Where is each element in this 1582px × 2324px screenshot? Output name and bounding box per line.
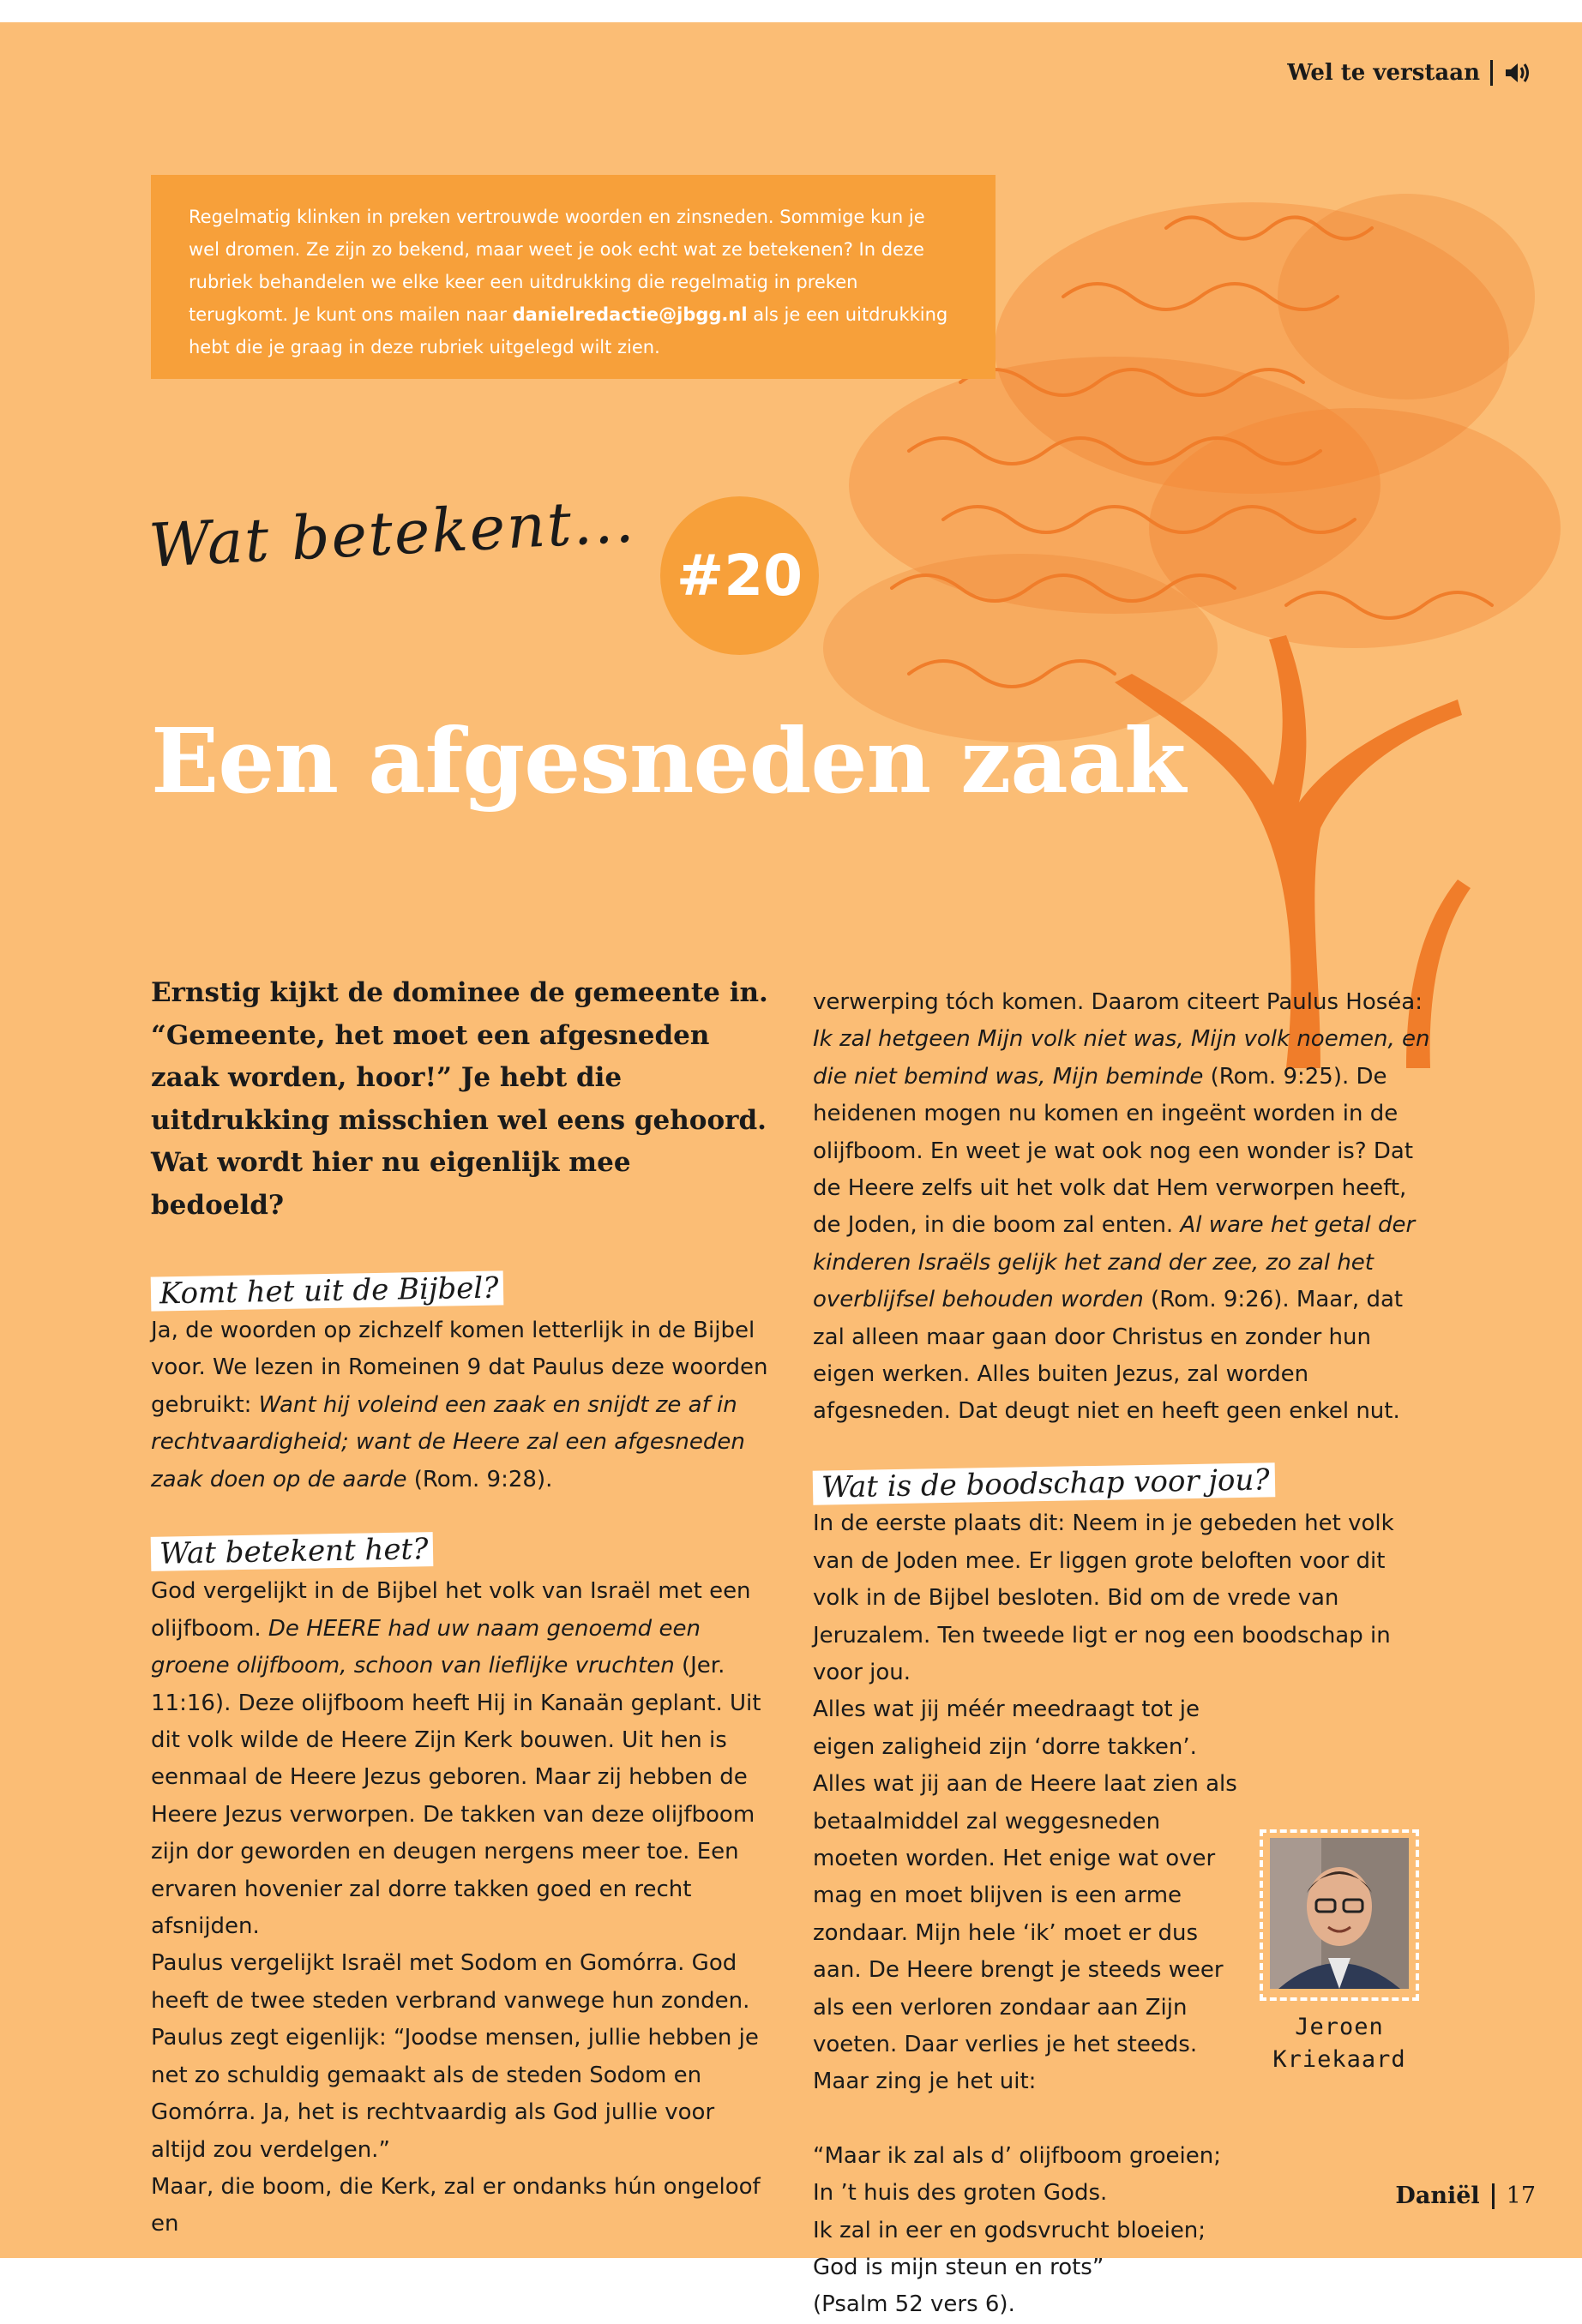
article-title: Een afgesneden zaak	[151, 708, 1186, 814]
right-column	[813, 984, 1430, 2324]
text: Ja, de woorden op zichzelf komen letterlijk in de Bijbel voor. We lezen in Romeinen 9 dat Paulus deze woorden gebruikt:	[151, 1317, 768, 1418]
text: (Rom. 9:25). De heidenen mogen nu komen en ingeënt worden in de olijfboom. En weet je wat ook nog een wonder is? Dat de Heere zelfs uit het volk dat Hem verworpen heeft, de Joden, in die boom zal enten.	[813, 1063, 1414, 1239]
poem-line: In ’t huis des groten Gods.	[813, 2180, 1108, 2207]
paragraph-verwerping	[813, 984, 1430, 1431]
author-block	[1258, 1829, 1421, 2073]
author-portrait	[1270, 1838, 1409, 1989]
subheading-boodschap: Wat is de boodschap voor jou?	[813, 1462, 1275, 1504]
paragraph-boodschap-1: In de eerste plaats dit: Neem in je gebeden het volk van de Joden mee. Er liggen grote beloften voor dit volk in de Bijbel besloten. Bid om de vrede van Jeruzalem. Ten tweede ligt er nog een boodschap in voor jou.	[813, 1510, 1394, 1685]
poem-line: God is mijn steun en rots”	[813, 2255, 1104, 2280]
bible-quote: Al ware het getal der kinderen Israëls gelijk het zand der zee, zo zal het overblijfsel behouden worden	[813, 1212, 1416, 1313]
bible-reference: (Rom. 9:28).	[406, 1466, 553, 1492]
divider	[1492, 2183, 1495, 2209]
paragraph-boom: Maar, die boom, die Kerk, zal er ondanks hún ongeloof en	[151, 2173, 761, 2237]
issue-badge: #20	[660, 496, 819, 655]
lead-paragraph: Ernstig kijkt de dominee de gemeente in. “Gemeente, het moet een afgesneden zaak worden, hoor!” Je hebt die uitdrukking misschien wel eens gehoord. Wat wordt hier nu eigenlijk mee bedoeld?	[151, 977, 768, 1221]
bible-quote: De HEERE had uw naam genoemd een groene olijfboom, schoon van lieflijke vruchten	[151, 1615, 701, 1679]
bible-quote: Ik zal hetgeen Mijn volk niet was, Mijn volk noemen, en die niet bemind was, Mijn beminde	[813, 1026, 1430, 1090]
section-label	[1287, 60, 1529, 86]
subheading-betekenis: Wat betekent het?	[151, 1532, 434, 1571]
text: verwerping tóch komen. Daarom citeert Paulus Hoséa:	[813, 989, 1423, 1015]
email-link[interactable]: danielredactie@jbgg.nl	[512, 304, 748, 325]
subheading-bijbel: Komt het uit de Bijbel?	[151, 1270, 504, 1311]
author-last-name: Kriekaard	[1272, 2046, 1406, 2073]
intro-box	[151, 175, 996, 379]
author-name	[1258, 2011, 1421, 2076]
bible-quote: Want hij voleind een zaak en snijdt ze af in rechtvaardigheid; want de Heere zal een afgesneden zaak doen op de aarde	[151, 1391, 745, 1492]
intro-text-end: als je een uitdrukking hebt die je graag in deze rubriek uitgelegd wilt zien.	[189, 304, 948, 357]
paragraph-bijbel	[151, 1312, 768, 1498]
text: (Jer. 11:16). Deze olijfboom heeft Hij in Kanaän geplant. Uit dit volk wilde de Heere Zijn Kerk bouwen. Uit hen is eenmaal de Heere Jezus geboren. Maar zij hebben de Heere Jezus verworpen. De takken van deze olijfboom zijn dor geworden en deugen nergens meer toe. Een ervaren hovenier zal dorre takken goed en recht afsnijden.	[151, 1653, 761, 1940]
magazine-page	[0, 22, 1582, 2318]
poem-line: “Maar ik zal als d’ olijfboom groeien;	[813, 2142, 1221, 2169]
poem-line: Ik zal in eer en godsvrucht bloeien;	[813, 2217, 1206, 2243]
series-label: Wat betekent...	[147, 485, 637, 581]
speaker-icon	[1503, 60, 1529, 86]
author-photo	[1260, 1829, 1419, 2001]
text: (Rom. 9:26). Maar, dat zal alleen maar gaan door Christus en zonder hun eigen werken. Alles buiten Jezus, zal worden afgesneden. Dat deugt niet en heeft geen enkel nut.	[813, 1287, 1404, 1425]
paragraph-sodom: Paulus vergelijkt Israël met Sodom en Gomórra. God heeft de twee steden verbrand vanwege hun zonden. Paulus zegt eigenlijk: “Joodse mensen, jullie hebben je net zo schuldig gemaakt als de steden Sodom en Gomórra. Ja, het is rechtvaardig als God jullie voor altijd zou verdelgen.”	[151, 1950, 759, 2163]
magazine-name: Daniël	[1395, 2183, 1480, 2209]
author-first-name: Jeroen	[1295, 2014, 1384, 2040]
paragraph-boodschap-2: Alles wat jij méér meedraagt tot je eigen zaligheid zijn ‘dorre takken’. Alles wat jij aan de Heere laat zien als betaalmiddel zal weggesneden moeten worden. Het enige wat over mag en moet blijven is een arme zondaar. Mijn hele ‘ik’ moet er dus aan. De Heere brengt je steeds weer als een verloren zondaar aan Zijn voeten. Daar verlies je het steeds. Maar zing je het uit:	[813, 1696, 1237, 2095]
page-number: 17	[1506, 2183, 1536, 2209]
divider	[1490, 60, 1493, 86]
intro-text: Regelmatig klinken in preken vertrouwde woorden en zinsneden. Sommige kun je wel dromen. Ze zijn zo bekend, maar weet je ook echt wat ze betekenen? In deze rubriek behandelen we elke keer een uitdrukking die regelmatig in preken terugkomt. Je kunt ons mailen naar	[189, 207, 925, 325]
left-column	[151, 972, 768, 2243]
text: God vergelijkt in de Bijbel het volk van Israël met een olijfboom.	[151, 1578, 751, 1642]
poem-reference: (Psalm 52 vers 6).	[813, 2291, 1015, 2318]
page-footer	[1395, 2183, 1536, 2209]
paragraph-betekenis	[151, 1573, 768, 1945]
section-name: Wel te verstaan	[1287, 60, 1480, 86]
